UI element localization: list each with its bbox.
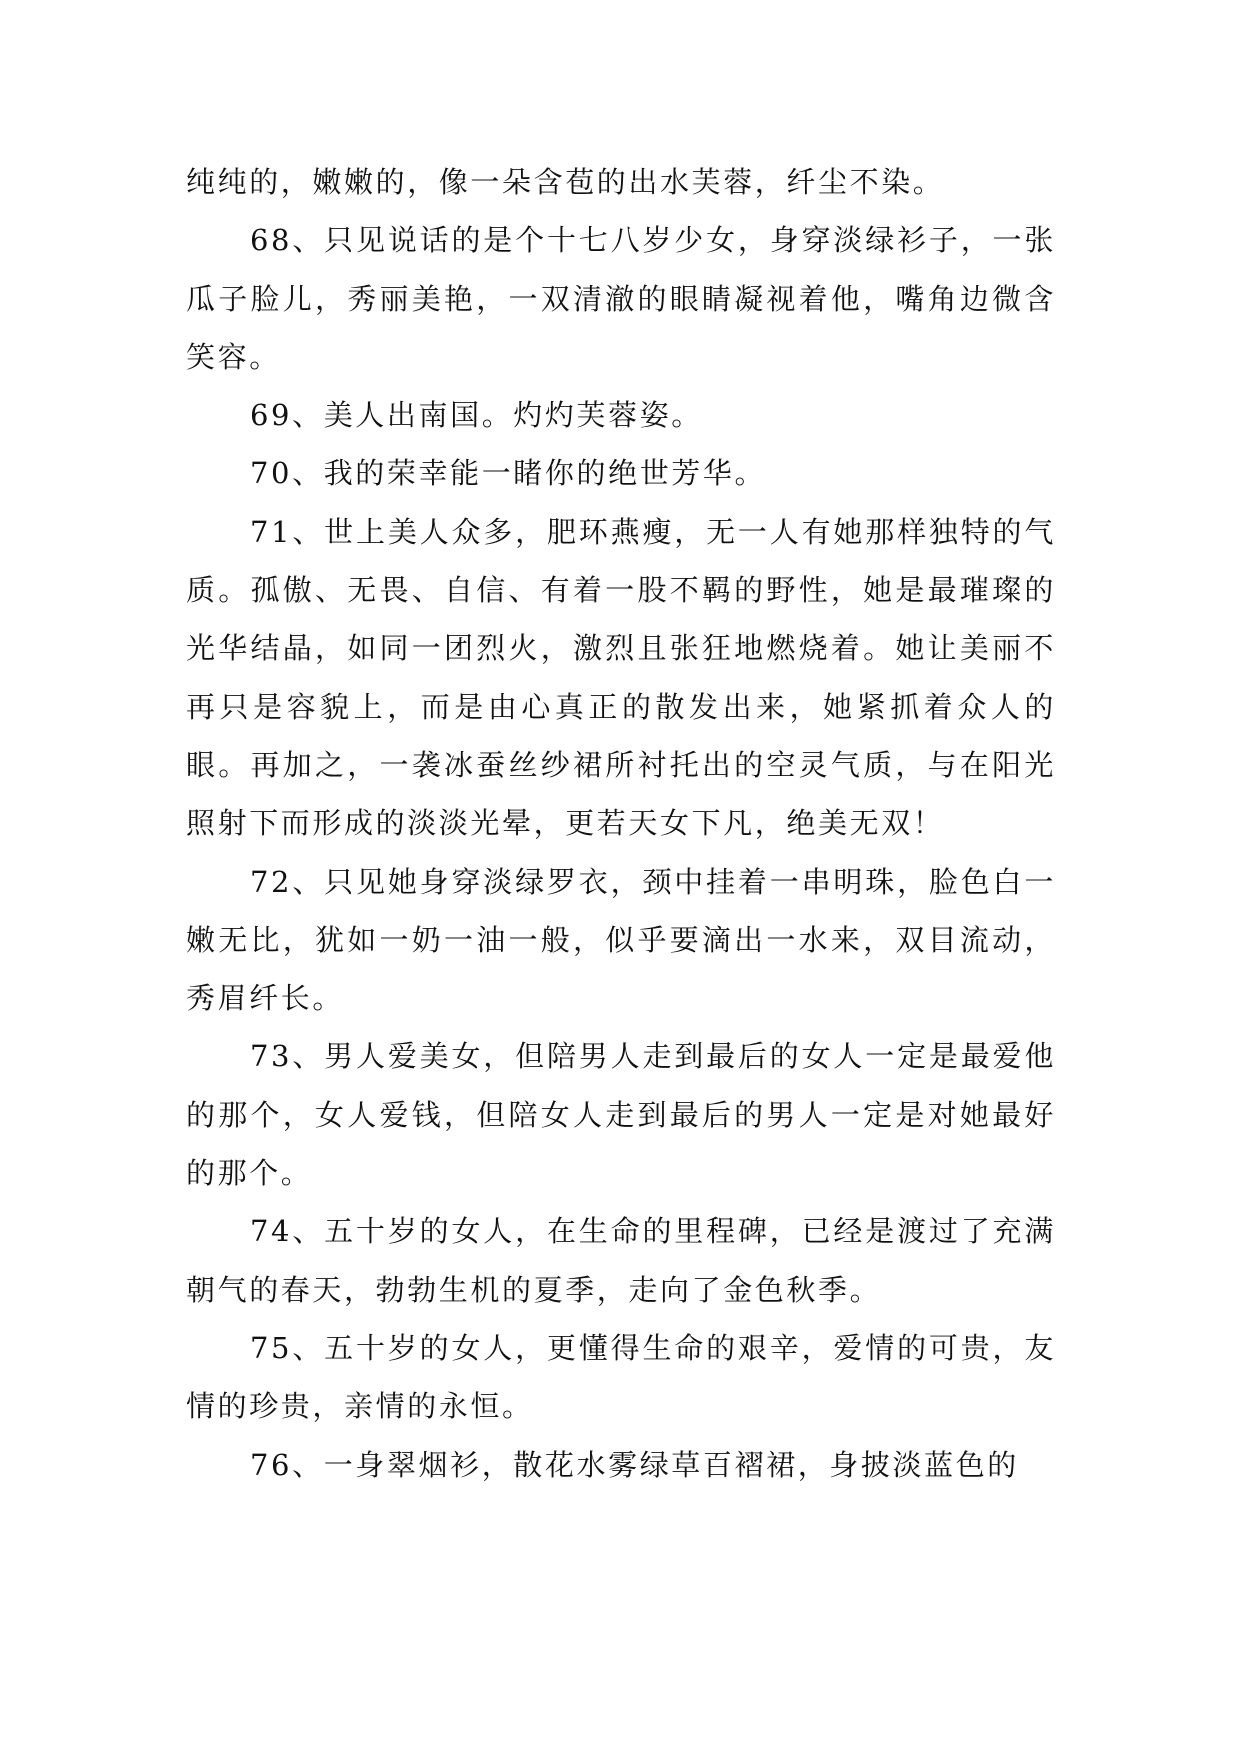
paragraph-70: 70、我的荣幸能一睹你的绝世芳华。 bbox=[250, 456, 767, 491]
paragraph-72: 72、只见她身穿淡绿罗衣，颈中挂着一串明珠，脸色白一嫩无比，犹如一奶一油一般，似乎要滴出一水来，双目流动，秀眉纤长。 bbox=[186, 864, 1056, 1016]
paragraph-continuation: 纯纯的，嫩嫩的，像一朵含苞的出水芙蓉，纤尘不染。 bbox=[186, 165, 945, 199]
document-body bbox=[186, 153, 1056, 1494]
paragraph-68: 68、只见说话的是个十七八岁少女，身穿淡绿衫子，一张瓜子脸儿，秀丽美艳，一双清澈的眼睛凝视着他，嘴角边微含笑容。 bbox=[186, 223, 1056, 374]
paragraph-73: 73、男人爱美女，但陪男人走到最后的女人一定是最爱他的那个，女人爱钱，但陪女人走到最后的男人一定是对她最好的那个。 bbox=[186, 1039, 1056, 1191]
paragraph-76: 76、一身翠烟衫，散花水雾绿草百褶裙，身披淡蓝色的 bbox=[250, 1447, 1019, 1482]
paragraph-71: 71、世上美人众多，肥环燕瘦，无一人有她那样独特的气质。孤傲、无畏、自信、有着一股不羁的野性，她是最璀璨的光华结晶，如同一团烈火，激烈且张狂地燃烧着。她让美丽不再只是容貌上，而是由心真正的散发出来，她紧抓着众人的眼。再加之，一袭冰蚕丝纱裙所衬托出的空灵气质，与在阳光照射下而形成的淡淡光晕，更若天女下凡，绝美无双！ bbox=[186, 514, 1056, 841]
paragraph-69: 69、美人出南国。灼灼芙蓉姿。 bbox=[250, 398, 703, 433]
paragraph-75: 75、五十岁的女人，更懂得生命的艰辛，爱情的可贵，友情的珍贵，亲情的永恒。 bbox=[186, 1330, 1056, 1424]
paragraph-74: 74、五十岁的女人，在生命的里程碑，已经是渡过了充满朝气的春天，勃勃生机的夏季，走向了金色秋季。 bbox=[186, 1214, 1056, 1307]
